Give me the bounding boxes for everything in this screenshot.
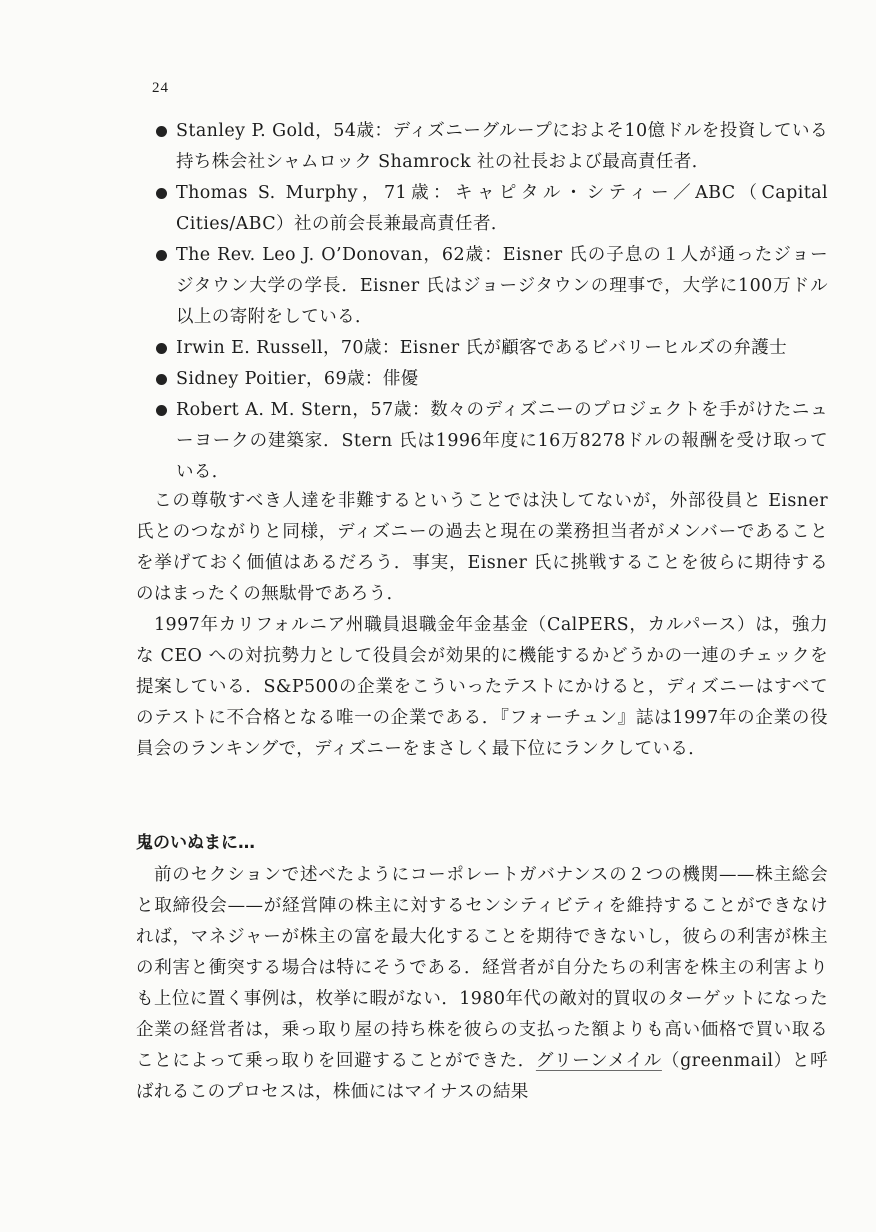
list-item — [152, 364, 828, 395]
list-item-text: Thomas S. Murphy，71歳：キャピタル・シティー／ABC（Capital Cities/ABC）社の前会長兼最高責任者． — [176, 183, 828, 234]
list-item — [152, 116, 828, 178]
bullet-icon — [156, 188, 167, 199]
bullet-icon — [156, 405, 167, 416]
list-item — [152, 333, 828, 364]
list-item-text: Irwin E. Russell，70歳：Eisner 氏が顧客であるビバリーヒルズの弁護士 — [176, 338, 788, 358]
list-item-text: Robert A. M. Stern，57歳：数々のディズニーのプロジェクトを手がけたニューヨークの建築家．Stern 氏は1996年度に16万8278ドルの報酬を受け取っている． — [176, 400, 828, 482]
section-heading: 鬼のいぬまに… — [136, 833, 255, 853]
paragraph-text: 前のセクションで述べたようにコーポレートガバナンスの２つの機関——株主総会と取締役会——が経営陣の株主に対するセンシティビティを維持することができなければ，マネジャーが株主の富を最大化することを期待できないし，彼らの利害が株主の利害と衝突する場合は特にそうである．経営者が自分たちの利害を株主の利害よりも上位に置く事例は，枚挙に暇がない．1980年代の敵対的買収のターゲットになった企業の経営者は，乗っ取り屋の持ち株を彼らの支払った額よりも高い価格で買い取ることによって乗っ取りを回避することができた． — [136, 865, 828, 1071]
board-member-list — [152, 116, 828, 488]
list-item — [152, 395, 828, 488]
list-item — [152, 178, 828, 240]
list-item-text: Sidney Poitier，69歳：俳優 — [176, 369, 419, 389]
key-term: グリーンメイル — [535, 1051, 662, 1071]
paragraph: 1997年カリフォルニア州職員退職金年金基金（CalPERS，カルパース）は，強力な CEO への対抗勢力として役員会が効果的に機能するかどうかの一連のチェックを提案している．S&P500の企業をこういったテストにかけると，ディズニーはすべてのテストに不合格となる唯一の企業である．『フォーチュン』誌は1997年の企業の役員会のランキングで，ディズニーをまさしく最下位にランクしている． — [136, 615, 828, 759]
page-number: 24 — [152, 80, 169, 96]
bullet-icon — [156, 126, 167, 137]
bullet-icon — [156, 343, 167, 354]
bullet-icon — [156, 374, 167, 385]
list-item-text: The Rev. Leo J. O’Donovan，62歳：Eisner 氏の子息の１人が通ったジョージタウン大学の学長．Eisner 氏はジョージタウンの理事で，大学に100万ドル以上の寄附をしている． — [176, 245, 828, 327]
bullet-icon — [156, 250, 167, 261]
list-item-text: Stanley P. Gold，54歳：ディズニーグループにおよそ10億ドルを投資している持ち株会社シャムロック Shamrock 社の社長および最高責任者． — [176, 121, 828, 172]
paragraph-text: （greenmail）と呼ばれるこのプロセスは，株価にはマイナスの結果 — [136, 1051, 828, 1102]
paragraph: この尊敬すべき人達を非難するということでは決してないが，外部役員と Eisner 氏とのつながりと同様，ディズニーの過去と現在の業務担当者がメンバーであることを挙げておく価値はあるだろう．事実，Eisner 氏に挑戦することを彼らに期待するのはまったくの無駄骨であろう． — [136, 491, 828, 604]
paragraph — [136, 860, 828, 1108]
list-item — [152, 240, 828, 333]
